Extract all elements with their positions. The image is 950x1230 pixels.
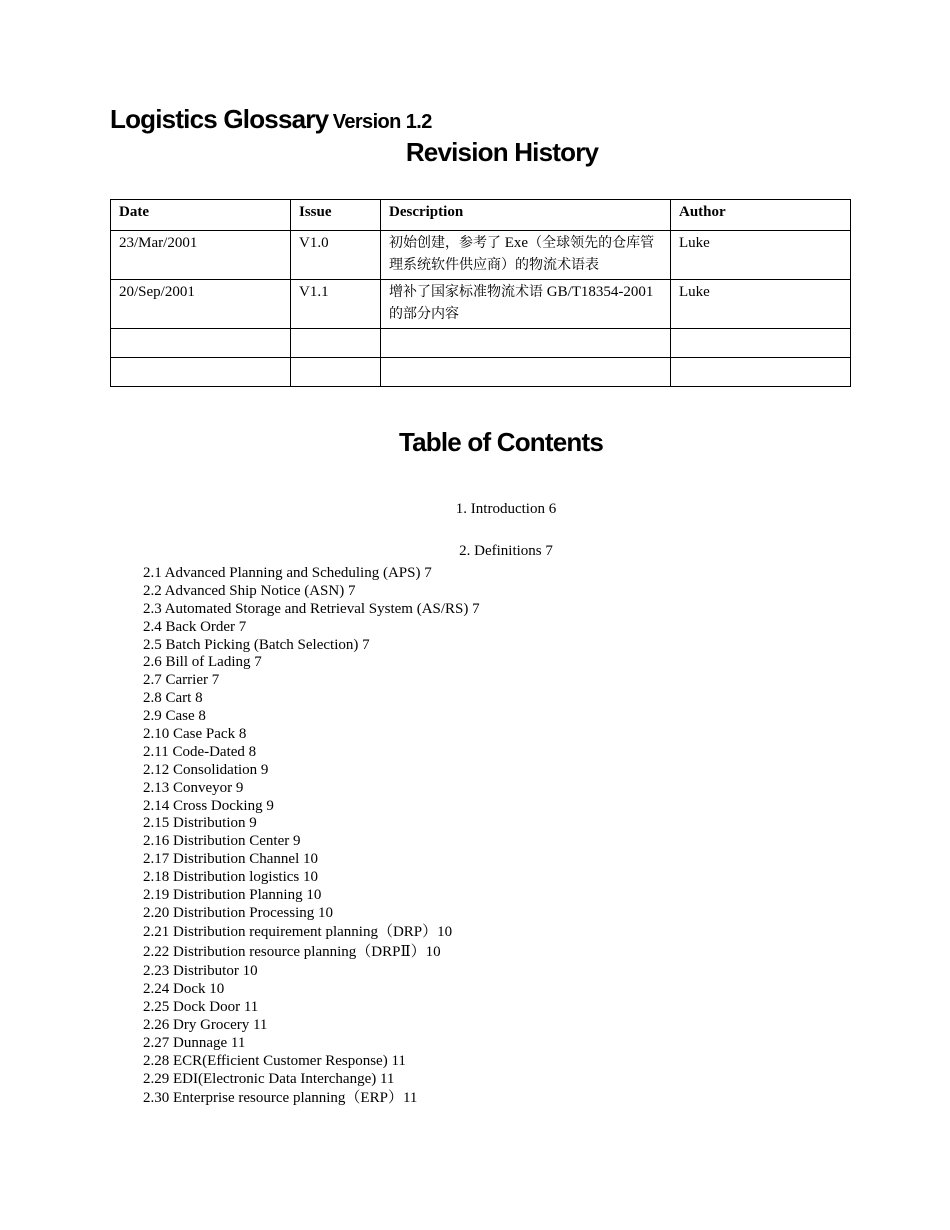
toc-entry[interactable]: 2.2 Advanced Ship Notice (ASN) 7 <box>143 582 356 599</box>
revision-empty-row <box>111 329 851 358</box>
toc-entry[interactable]: 2.7 Carrier 7 <box>143 672 220 689</box>
toc-list <box>143 564 480 1108</box>
revision-header-row <box>111 200 851 231</box>
description-part: 初始创建，参考了 <box>389 235 501 251</box>
toc-entry[interactable]: 2.15 Distribution 9 <box>143 815 257 832</box>
revision-issue: V1.0 <box>291 231 381 280</box>
revision-author: Luke <box>671 231 851 280</box>
toc-entry[interactable]: 2.12 Consolidation 9 <box>143 761 269 778</box>
toc-entry[interactable]: 2.29 EDI(Electronic Data Interchange) 11 <box>143 1070 395 1087</box>
toc-entry[interactable]: 2.24 Dock 10 <box>143 981 225 998</box>
toc-entry[interactable]: 2.9 Case 8 <box>143 708 206 725</box>
title-version: Version 1.2 <box>332 111 432 133</box>
description-part: 的部分内容 <box>389 306 459 322</box>
toc-entry[interactable]: 2.23 Distributor 10 <box>143 963 258 980</box>
title-main: Logistics Glossary <box>110 104 329 134</box>
toc-entry[interactable]: 2.25 Dock Door 11 <box>143 999 259 1016</box>
revision-empty-row <box>111 358 851 387</box>
toc-heading: Table of Contents <box>398 427 604 457</box>
toc-entry[interactable]: 2.18 Distribution logistics 10 <box>143 869 319 886</box>
revision-history-table <box>110 199 851 387</box>
toc-entry[interactable]: 2.1 Advanced Planning and Scheduling (APS) 7 <box>143 565 432 581</box>
header-date: Date <box>111 200 291 231</box>
toc-entry[interactable]: 2.6 Bill of Lading 7 <box>143 654 262 671</box>
revision-author: Luke <box>671 280 851 329</box>
revision-row <box>111 280 851 329</box>
toc-entry[interactable]: 2.20 Distribution Processing 10 <box>143 904 333 921</box>
toc-entry[interactable]: 2.26 Dry Grocery 11 <box>143 1017 268 1034</box>
toc-entry[interactable]: 2.8 Cart 8 <box>143 690 203 707</box>
toc-entry[interactable]: 2.28 ECR(Efficient Customer Response) 11 <box>143 1052 406 1069</box>
revision-date: 20/Sep/2001 <box>111 280 291 329</box>
toc-entry-definitions[interactable]: 2. Definitions 7 <box>459 543 553 559</box>
toc-entry[interactable]: 2.13 Conveyor 9 <box>143 779 244 796</box>
toc-entry[interactable]: 2.22 Distribution resource planning（DRPⅡ）10 <box>143 944 441 961</box>
toc-entry[interactable]: 2.21 Distribution requirement planning（DRP）10 <box>143 923 453 940</box>
revision-description <box>381 231 671 280</box>
revision-row <box>111 231 851 280</box>
description-part: 增补了国家标准物流术语 <box>389 284 543 300</box>
header-description: Description <box>381 200 671 231</box>
revision-issue: V1.1 <box>291 280 381 329</box>
toc-entry[interactable]: 2.27 Dunnage 11 <box>143 1034 246 1051</box>
toc-entry[interactable]: 2.4 Back Order 7 <box>143 618 247 635</box>
description-part: GB/T18354-2001 <box>543 284 654 300</box>
revision-description <box>381 280 671 329</box>
document-title <box>110 104 432 135</box>
toc-entry[interactable]: 2.14 Cross Docking 9 <box>143 797 274 814</box>
toc-entry[interactable]: 2.19 Distribution Planning 10 <box>143 887 322 904</box>
revision-date: 23/Mar/2001 <box>111 231 291 280</box>
toc-entry[interactable]: 2.17 Distribution Channel 10 <box>143 851 318 868</box>
header-issue: Issue <box>291 200 381 231</box>
toc-entry-introduction[interactable]: 1. Introduction 6 <box>455 501 557 517</box>
toc-entry[interactable]: 2.30 Enterprise resource planning（ERP）11 <box>143 1089 418 1106</box>
header-author: Author <box>671 200 851 231</box>
description-part: Exe <box>501 235 529 251</box>
revision-history-heading: Revision History <box>405 137 599 167</box>
toc-entry[interactable]: 2.10 Case Pack 8 <box>143 726 247 743</box>
description-part: （全球领先的仓库管理系统软件供应商）的物流术语表 <box>389 235 655 273</box>
toc-entry[interactable]: 2.16 Distribution Center 9 <box>143 833 301 850</box>
toc-entry[interactable]: 2.3 Automated Storage and Retrieval System (AS/RS) 7 <box>143 600 480 617</box>
toc-entry[interactable]: 2.5 Batch Picking (Batch Selection) 7 <box>143 636 370 653</box>
toc-entry[interactable]: 2.11 Code-Dated 8 <box>143 743 257 760</box>
